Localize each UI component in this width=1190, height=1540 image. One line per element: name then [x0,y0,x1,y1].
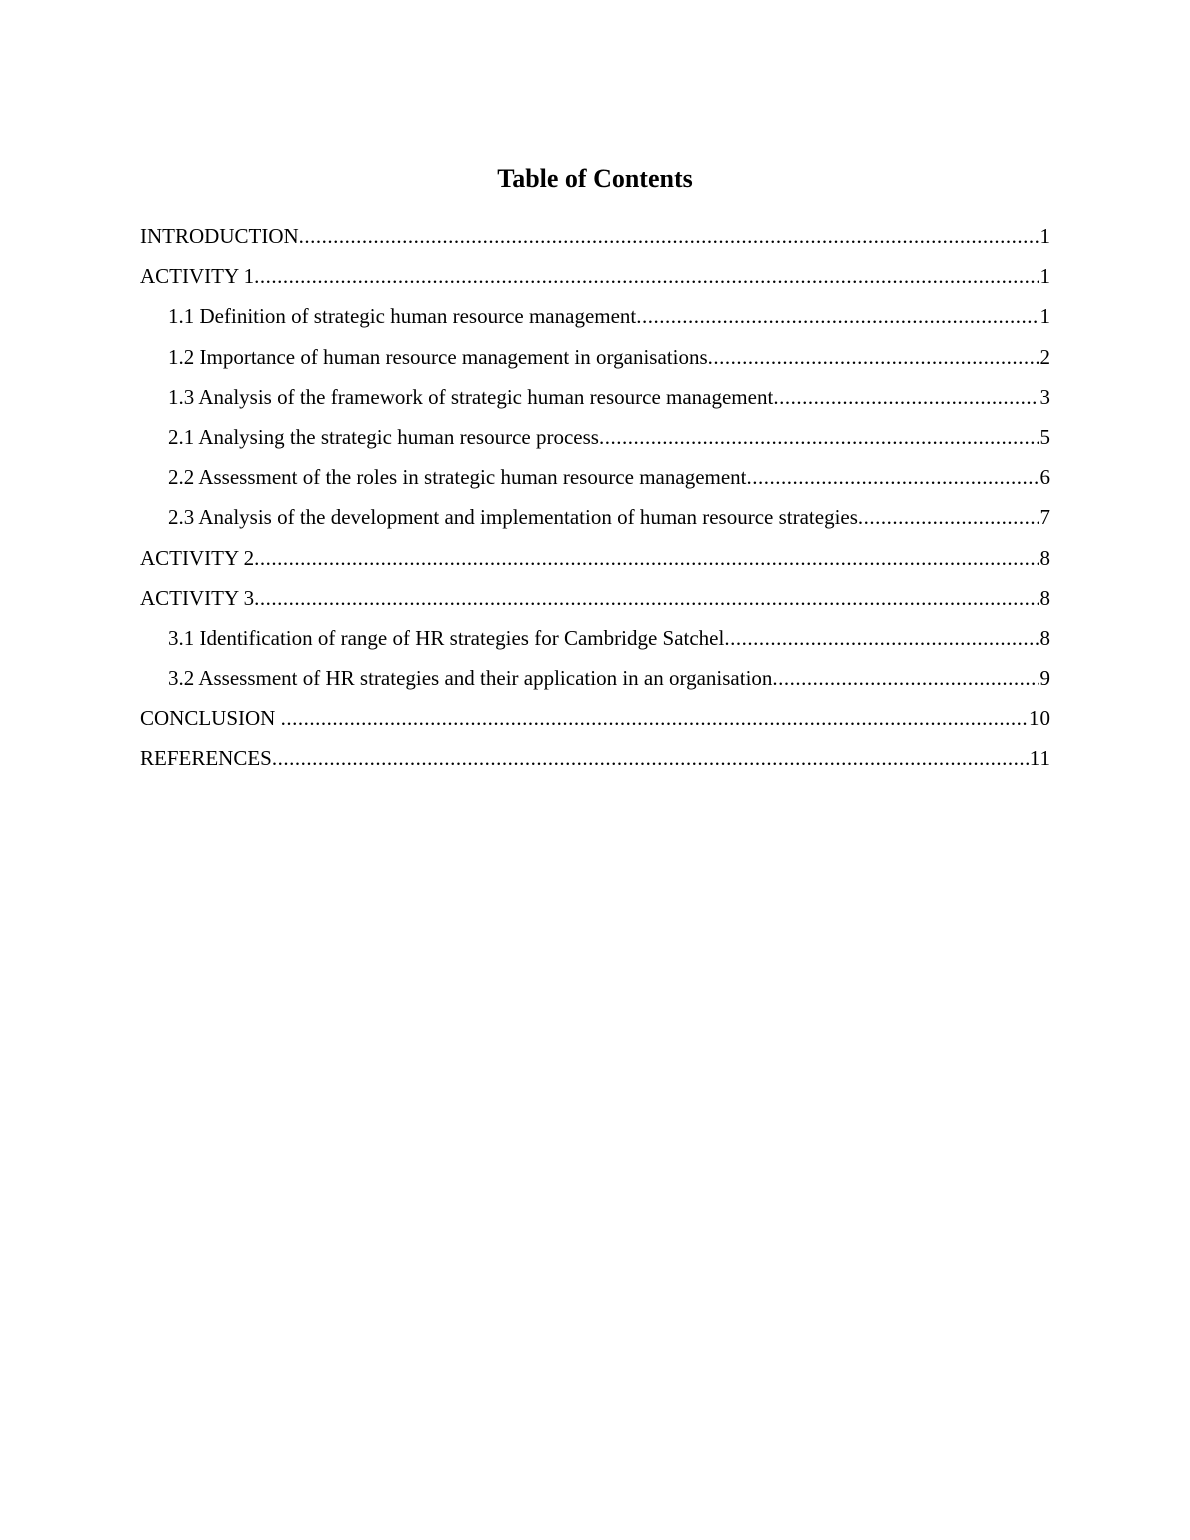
toc-entry-conclusion[interactable] [140,702,1050,742]
toc-entry-2-2[interactable] [140,461,1050,501]
toc-entry-label: ACTIVITY 1 [140,264,255,289]
toc-entry-references[interactable] [140,742,1050,782]
toc-entry-page-number: 9 [1039,666,1050,691]
toc-dot-leader [281,702,1028,734]
toc-dot-leader [254,542,1038,574]
toc-entry-page-number: 11 [1029,746,1050,771]
toc-dot-leader [858,501,1039,533]
toc-dot-leader [272,742,1029,774]
toc-entry-1-2[interactable] [140,341,1050,381]
toc-entry-label: CONCLUSION [140,706,281,731]
toc-title: Table of Contents [497,164,693,193]
toc-entry-label: 3.1 Identification of range of HR strategies for Cambridge Satchel [168,625,725,650]
toc-entry-introduction[interactable] [140,220,1050,260]
toc-entry-page-number: 5 [1039,424,1050,449]
toc-entry-page-number: 7 [1039,505,1050,530]
toc-entry-activity-1[interactable] [140,260,1050,300]
toc-entry-page-number: 8 [1039,545,1050,570]
toc-dot-leader [772,662,1038,694]
toc-dot-leader [254,260,1038,292]
toc-entry-2-3[interactable] [140,501,1050,541]
toc-entry-label: REFERENCES [140,746,272,771]
toc-entry-1-1[interactable] [140,300,1050,340]
toc-entry-label: 2.2 Assessment of the roles in strategic human resource management [168,465,747,490]
toc-dot-leader [599,421,1039,453]
toc-entry-page-number: 8 [1039,585,1050,610]
toc-entry-label: 1.3 Analysis of the framework of strategic human resource management [168,384,774,409]
toc-entry-3-1[interactable] [140,622,1050,662]
toc-entry-page-number: 1 [1039,304,1050,329]
toc-dot-leader [747,461,1039,493]
toc-entry-label: 2.3 Analysis of the development and implementation of human resource strategies [168,505,858,530]
toc-entry-label: ACTIVITY 3 [140,585,255,610]
toc-entry-page-number: 2 [1039,344,1050,369]
toc-entry-page-number: 1 [1039,264,1050,289]
toc-entry-label: 2.1 Analysing the strategic human resource process [168,424,599,449]
toc-entry-activity-2[interactable] [140,542,1050,582]
toc-entry-page-number: 10 [1029,706,1050,731]
toc-entry-page-number: 3 [1039,384,1050,409]
toc-entry-label: INTRODUCTION [140,224,299,248]
toc-entry-label: ACTIVITY 2 [140,545,255,570]
toc-dot-leader [724,622,1038,654]
toc-entry-2-1[interactable] [140,421,1050,461]
toc-entry-label: 3.2 Assessment of HR strategies and their application in an organisation [168,666,773,691]
toc-dot-leader [636,300,1038,332]
toc-dot-leader [299,220,1039,252]
toc-entry-activity-3[interactable] [140,582,1050,622]
toc-entry-page-number: 8 [1039,625,1050,650]
toc-entry-1-3[interactable] [140,381,1050,421]
toc-entry-label: 1.1 Definition of strategic human resource management [168,304,637,329]
toc-entry-page-number: 1 [1039,224,1050,248]
toc-entry-label: 1.2 Importance of human resource management in organisations [168,344,708,369]
toc-entry-3-2[interactable] [140,662,1050,702]
toc-dot-leader [708,341,1039,373]
toc-list [140,220,1050,783]
toc-entry-page-number: 6 [1039,465,1050,490]
toc-dot-leader [773,381,1038,413]
toc-dot-leader [254,582,1038,614]
